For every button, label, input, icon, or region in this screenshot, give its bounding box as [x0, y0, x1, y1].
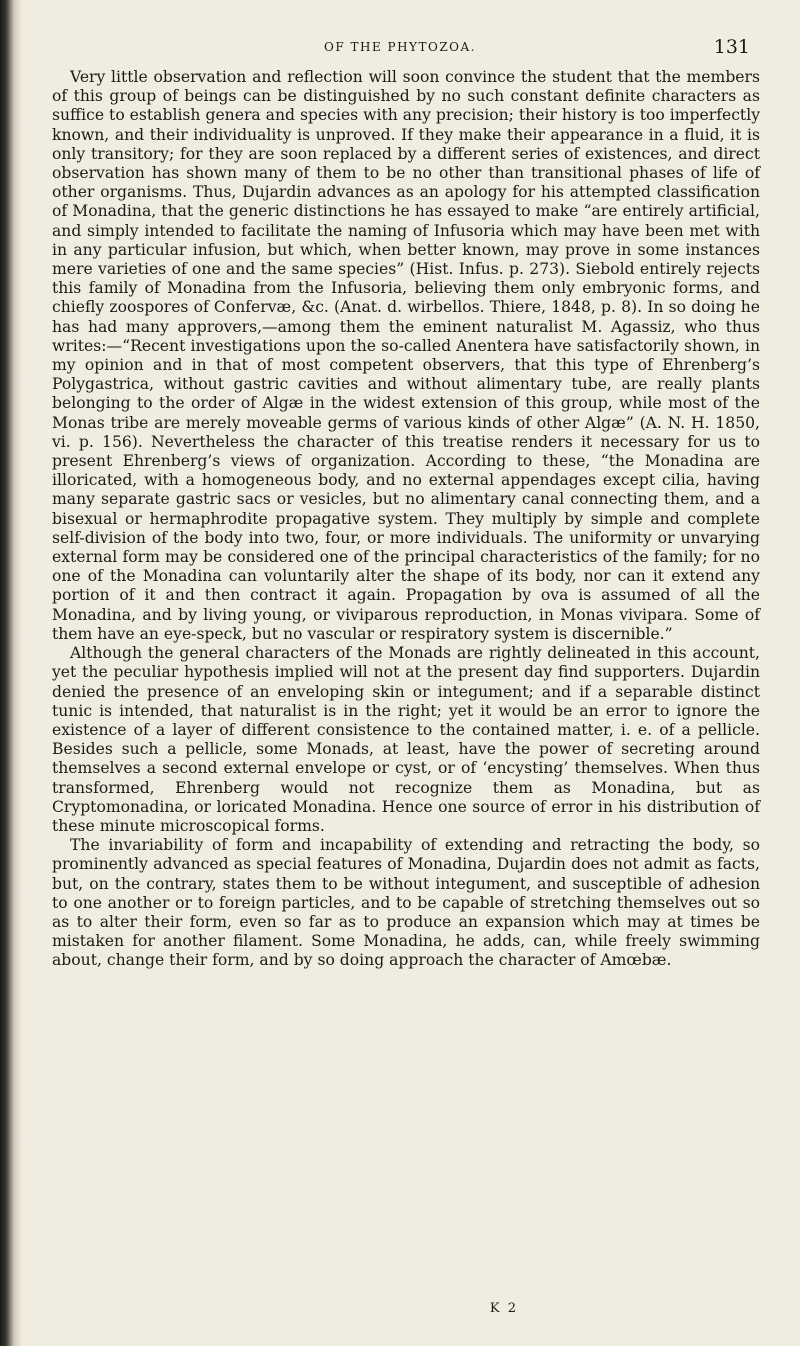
paragraph: Although the general characters of the Monads are rightly delineated in this account, yet the peculiar hypothesis implied will not at the present day find supporters. Dujardin denied the presence of an enveloping skin or integument; and if a separable distinct tunic is intended, that naturalist is in the right; yet it would be an error to ignore the existence of a layer of different consistence to the contained matter, i. e. of a pellicle. Besides such a pellicle, some Monads, at least, have the power of secreting around themselves a second external envelope or cyst, or of ‘encysting’ themselves. When thus transformed, Ehrenberg would not recognize them as Monadina, but as Cryptomonadina, or loricated Monadina. Hence one source of error in his distribution of these minute microscopical forms.: [52, 644, 760, 835]
body-text: [52, 68, 760, 971]
running-title: OF THE PHYTOZOA.: [324, 40, 476, 54]
running-head: [0, 36, 800, 60]
paragraph: Very little observation and reflection will soon convince the student that the members of this group of beings can be distinguished by no such constant definite characters as suffice to establish genera and species with any precision; their history is too imperfectly known, and their individuality is unproved. If they make their appearance in a fluid, it is only transitory; for they are soon replaced by a different series of existences, and direct observation has shown many of them to be no other than transitional phases of life of other organisms. Thus, Dujardin advances as an apology for his attempted classification of Monadina, that the generic distinctions he has essayed to make “are entirely artificial, and simply intended to facilitate the naming of Infusoria which may have been met with in any particular infusion, but which, when better known, may prove in some instances mere varieties of one and the same species” (Hist. Infus. p. 273). Siebold entirely rejects this family of Monadina from the Infusoria, believing them only embryonic forms, and chiefly zoospores of Confervæ, &c. (Anat. d. wirbellos. Thiere, 1848, p. 8). In so doing he has had many approvers,—among them the eminent naturalist M. Agassiz, who thus writes:—“Recent investigations upon the so-called Anentera have satisfactorily shown, in my opinion and in that of most competent observers, that this type of Ehrenberg’s Polygastrica, without gastric cavities and without alimentary tube, are really plants belonging to the order of Algæ in the widest extension of this group, while most of the Monas tribe are merely moveable germs of various kinds of other Algæ” (A. N. H. 1850, vi. p. 156). Nevertheless the character of this treatise renders it necessary for us to present Ehrenberg’s views of organization. According to these, “the Monadina are illoricated, with a homogeneous body, and no external appendages except cilia, having many separate gastric sacs or vesicles, but no alimentary canal connecting them, and a bisexual or hermaphrodite propagative system. They multiply by simple and complete self-division of the body into two, four, or more individuals. The uniformity or unvarying external form may be considered one of the principal characteristics of the family; for no one of the Monadina can voluntarily alter the shape of its body, nor can it extend any portion of it and then contract it again. Propagation by ova is assumed of all the Monadina, and by living young, or viviparous reproduction, in Monas vivipara. Some of them have an eye-speck, but no vascular or respiratory system is discernible.”: [52, 68, 760, 643]
paragraph: The invariability of form and incapability of extending and retracting the body, so prominently advanced as special features of Monadina, Dujardin does not admit as facts, but, on the contrary, states them to be without integument, and susceptible of adhesion to one another or to foreign particles, and to be capable of stretching themselves out so as to alter their form, even so far as to produce an expansion which may at times be mistaken for another filament. Some Monadina, he adds, can, while freely swimming about, change their form, and by so doing approach the character of Amœbæ.: [52, 836, 760, 970]
signature-mark: K 2: [489, 1301, 518, 1316]
binding-gutter: [0, 0, 22, 1346]
page-number: 131: [713, 36, 750, 58]
